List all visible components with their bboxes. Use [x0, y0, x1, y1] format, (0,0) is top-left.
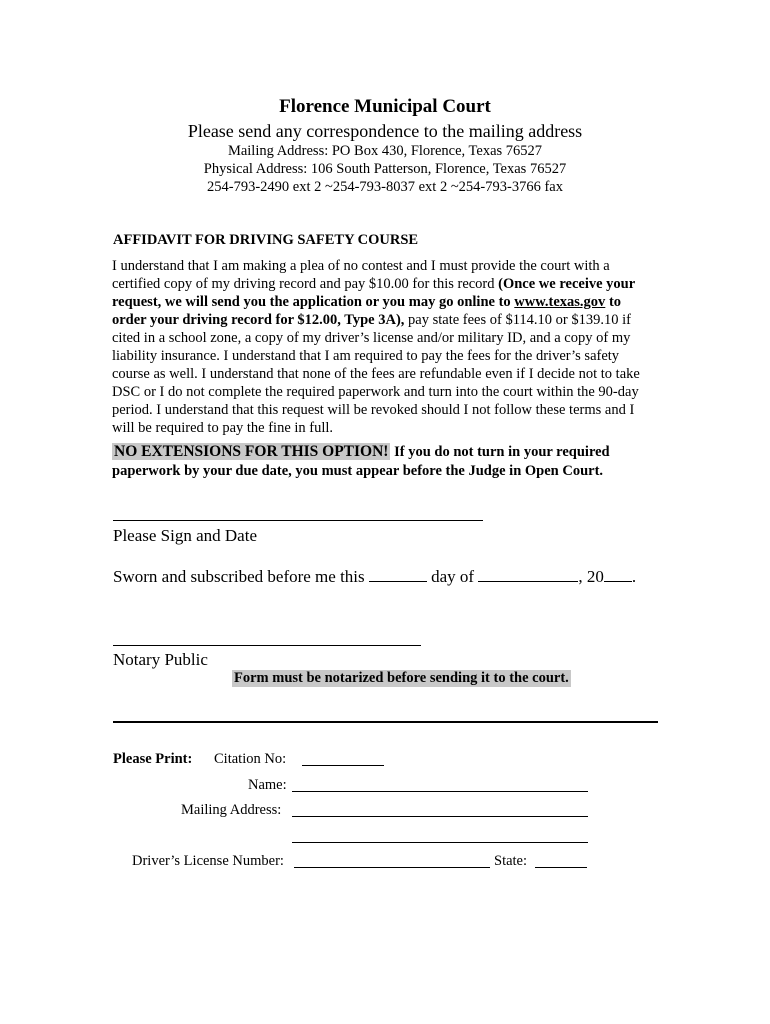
physical-address: Physical Address: 106 South Patterson, Florence, Texas 76527 [203, 161, 567, 177]
citation-field[interactable] [302, 765, 384, 766]
year-blank[interactable] [604, 581, 632, 582]
sworn-text-2: day of [426, 567, 479, 586]
section-divider [113, 721, 658, 723]
phone-numbers: 254-793-2490 ext 2 ~254-793-8037 ext 2 ~254-793-3766 fax [207, 179, 563, 195]
affidavit-body [112, 257, 657, 437]
sworn-text-3: , 20 [578, 567, 604, 586]
affidavit-text-2: pay state fees of $114.10 or $139.10 if cited in a school zone, a copy of my driver’s license and/or military ID, and a copy of my liability insurance. I understand that I am required to pay the fees for the driver’s safety course as well. I understand that none of the fees are refundable even if I decide not to take DSC or I do not complete the required paperwork and turn into the court within the 90-day period. I understand that this request will be revoked should I not follow these terms and I will be required to pay the fine in full. [112, 312, 640, 436]
license-label: Driver’s License Number: [132, 853, 284, 869]
court-title: Florence Municipal Court [279, 96, 491, 117]
mailing-address-field-2[interactable] [292, 842, 588, 843]
citation-label: Citation No: [214, 751, 287, 767]
correspondence-note: Please send any correspondence to the mailing address [187, 121, 583, 141]
sworn-statement [113, 567, 636, 587]
state-field[interactable] [535, 867, 587, 868]
sworn-text-1: Sworn and subscribed before me this [113, 567, 369, 586]
affidavit-text-1: I understand that I am making a plea of no contest and I must provide the court with a certified copy of my driving record and pay $10.00 for this record [112, 258, 610, 292]
name-field[interactable] [292, 791, 588, 792]
notice-text: If you do not turn in your required paperwork by your due date, you must appear before the Judge in Open Court. [112, 444, 610, 479]
sign-date-label: Please Sign and Date [113, 526, 257, 545]
no-extensions-highlight: NO EXTENSIONS FOR THIS OPTION! [114, 443, 389, 460]
notarize-notice: Form must be notarized before sending it to the court. [234, 670, 569, 686]
notary-public-label: Notary Public [113, 650, 208, 669]
notary-signature-line[interactable] [113, 645, 421, 646]
month-blank[interactable] [478, 581, 578, 582]
mailing-address-field-1[interactable] [292, 816, 588, 817]
texas-gov-link[interactable]: www.texas.gov [514, 294, 606, 310]
sworn-text-4: . [631, 567, 637, 586]
mailing-address: Mailing Address: PO Box 430, Florence, Texas 76527 [227, 143, 543, 159]
affidavit-bold-1: (Once we receive your request, we will send you the application or you may go online to [112, 276, 635, 310]
license-field[interactable] [294, 867, 490, 868]
affidavit-bold-2: to order your driving record for $12.00, Type 3A), [112, 294, 622, 328]
day-blank[interactable] [369, 581, 427, 582]
state-label: State: [494, 853, 528, 869]
affidavit-heading: AFFIDAVIT FOR DRIVING SAFETY COURSE [113, 232, 419, 248]
signature-line[interactable] [113, 520, 483, 521]
please-print-label: Please Print: [113, 751, 193, 767]
name-label: Name: [248, 777, 287, 793]
mailing-address-label: Mailing Address: [181, 802, 282, 818]
extension-notice [112, 442, 657, 481]
